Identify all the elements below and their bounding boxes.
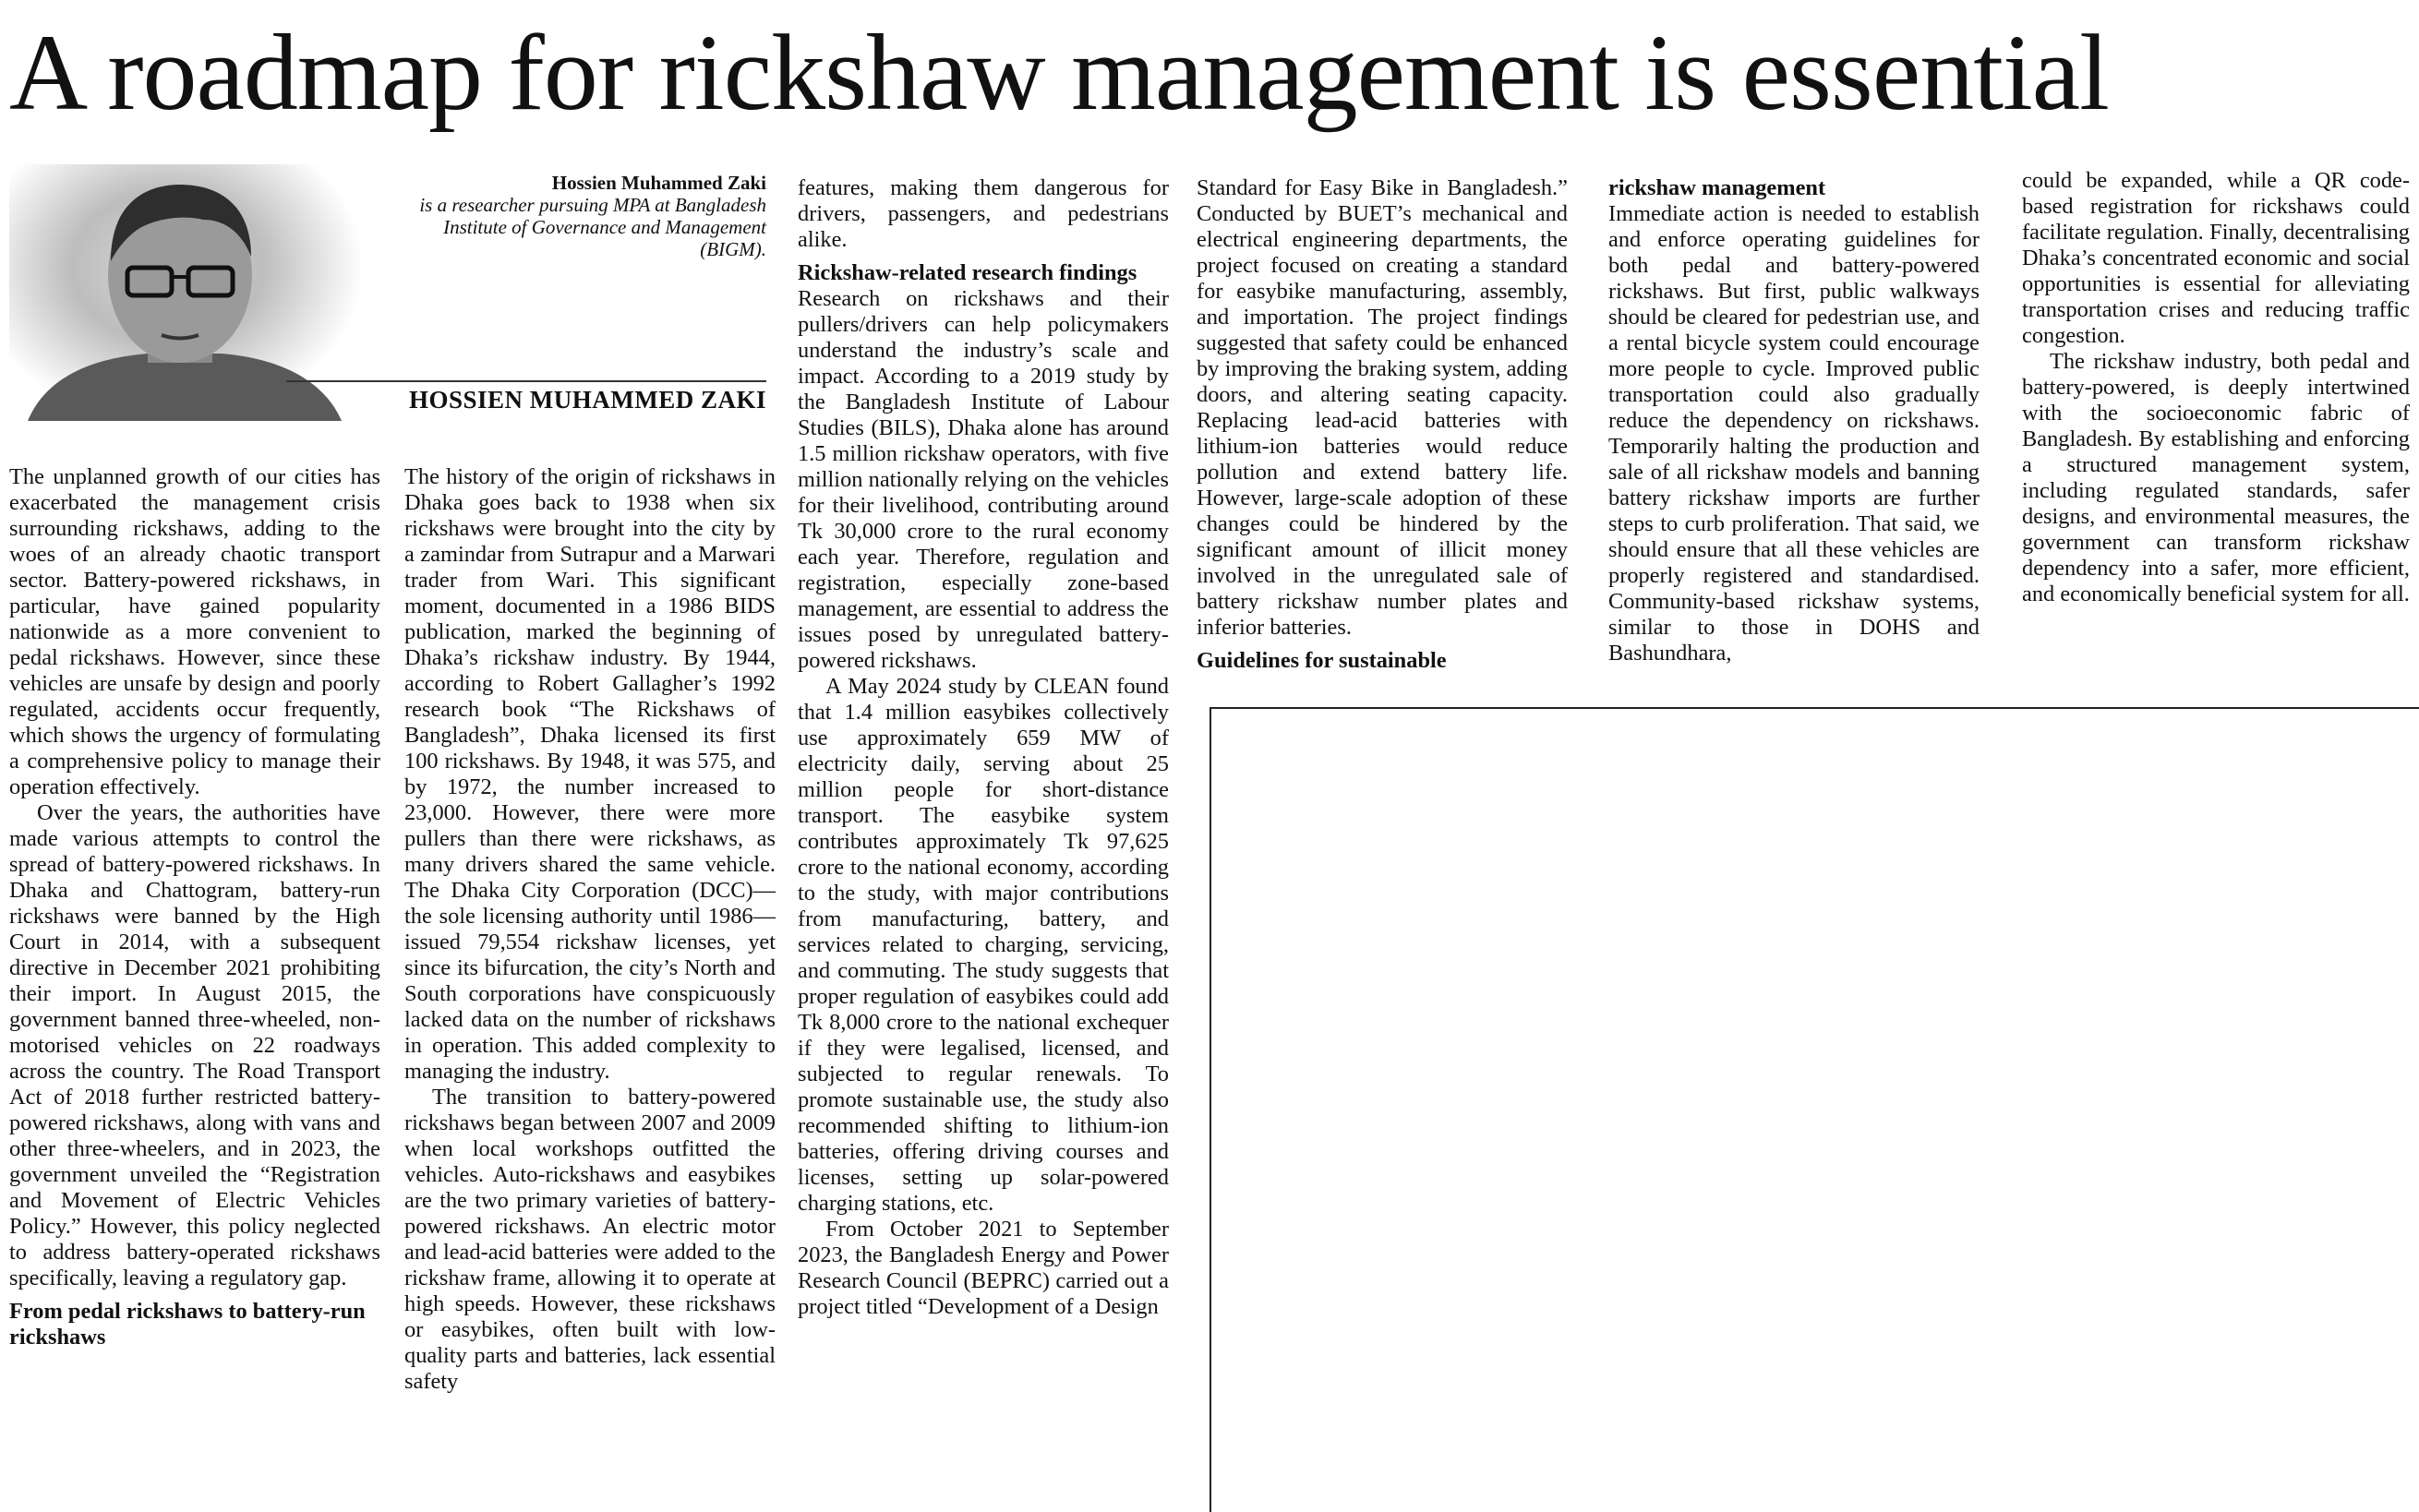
blank-graphic-area [1210, 707, 2419, 1512]
subheading: Guidelines for sustainable [1197, 648, 1447, 673]
subheading: rickshaw management [1608, 175, 1826, 200]
author-bio [379, 172, 766, 260]
paragraph: The transition to battery-powered rickshaws began between 2007 and 2009 when local workshops outfitted the vehicles. Auto-rickshaws and easybikes are the two primary varieties of battery-powered rickshaws. An electric motor and lead-acid batteries were added to the rickshaw frame, allowing it to operate at high speeds. However, these rickshaws or easybikes, often built with low-quality parts and batteries, lack essential safety [404, 1085, 776, 1394]
column-6 [2022, 168, 2410, 607]
paragraph: Research on rickshaws and their pullers/drivers can help policymakers understand the industry’s scale and impact. According to a 2019 study by the Bangladesh Institute of Labour Studies (BILS), Dhaka alone has around 1.5 million rickshaw operators, with five million nationally relying on the vehicles for their livelihood, contributing around Tk 30,000 crore to the rural economy each year. Therefore, regulation and registration, especially zone-based management, are essential to address the issues posed by unregulated battery-powered rickshaws. [798, 286, 1169, 673]
paragraph: The unplanned growth of our cities has exacerbated the management crisis surrounding rickshaws, adding to the woes of an already chaotic transport sector. Battery-powered rickshaws, in particular, have gained popularity nationwide as a more convenient to pedal rickshaws. However, since these vehicles are unsafe by design and poorly regulated, accidents occur frequently, which shows the urgency of formulating a comprehensive policy to manage their operation effectively. [9, 464, 380, 799]
bio-name: Hossien Muhammed Zaki [551, 172, 766, 194]
paragraph: could be expanded, while a QR code-based registration for rickshaws could facilitate regulation. Finally, decentralising Dhaka’s concentrated economic and social opportunities is essential for alleviating transportation crises and reducing traffic congestion. [2022, 168, 2410, 348]
column-1 [9, 464, 380, 1350]
author-block [9, 155, 766, 425]
author-photo [9, 164, 360, 421]
paragraph: Immediate action is needed to establish and enforce operating guidelines for both pedal and battery-powered rickshaws. But first, public walkways should be cleared for pedestrian use, and a rental bicycle system could encourage more people to cycle. Improved public transportation could also gradually reduce the dependency on rickshaws. Temporarily halting the production and sale of all rickshaw models and banning battery rickshaw imports are further steps to curb proliferation. That said, we should ensure that all these vehicles are properly registered and standardised. Community-based rickshaw systems, similar to those in DOHS and Bashundhara, [1608, 201, 1980, 666]
column-5 [1608, 175, 1980, 666]
paragraph: From October 2021 to September 2023, the Bangladesh Energy and Power Research Council (BEPRC) carried out a project titled “Development of a Design [798, 1217, 1169, 1319]
subheading: From pedal rickshaws to battery-run rickshaws [9, 1299, 366, 1350]
byline: HOSSIEN MUHAMMED ZAKI [408, 386, 766, 414]
subheading: Rickshaw-related research findings [798, 260, 1137, 285]
paragraph: The rickshaw industry, both pedal and battery-powered, is deeply intertwined with the socioeconomic fabric of Bangladesh. By establishing and enforcing a structured management system, including regulated standards, safer designs, and environmental measures, the government can transform rickshaw dependency into a safer, more efficient, and economically beneficial system for all. [2022, 349, 2410, 606]
paragraph: features, making them dangerous for drivers, passengers, and pedestrians alike. [798, 175, 1169, 252]
paragraph: Standard for Easy Bike in Bangladesh.” Conducted by BUET’s mechanical and electrical engineering departments, the project focused on creating a standard for easybike manufacturing, assembly, and importation. The project findings suggested that safety could be enhanced by improving the braking system, adding doors, and altering seating capacity. Replacing lead-acid batteries with lithium-ion batteries would reduce pollution and extend battery life. However, large-scale adoption of these changes could be hindered by the significant amount of illicit money involved in the unregulated sale of battery rickshaw number plates and inferior batteries. [1197, 175, 1568, 640]
byline-rule [286, 380, 766, 382]
column-2 [404, 464, 776, 1395]
headline: A roadmap for rickshaw management is essential [9, 12, 2109, 133]
column-4 [1197, 175, 1568, 674]
paragraph: Over the years, the authorities have made various attempts to control the spread of battery-powered rickshaws. In Dhaka and Chattogram, battery-run rickshaws were banned by the High Court in 2014, with a subsequent directive in December 2021 prohibiting their import. In August 2015, the government banned three-wheeled, non-motorised vehicles on 22 roadways across the country. The Road Transport Act of 2018 further restricted battery-powered rickshaws, along with vans and other three-wheelers, and in 2023, the government unveiled the “Registration and Movement of Electric Vehicles Policy.” However, this policy neglected to address battery-operated rickshaws specifically, leaving a regulatory gap. [9, 800, 380, 1290]
paragraph: The history of the origin of rickshaws in Dhaka goes back to 1938 when six rickshaws were brought into the city by a zamindar from Sutrapur and a Marwari trader from Wari. This significant moment, documented in a 1986 BIDS publication, marked the beginning of Dhaka’s rickshaw industry. By 1944, according to Robert Gallagher’s 1992 research book “The Rickshaws of Bangladesh”, Dhaka licensed its first 100 rickshaws. By 1948, it was 575, and by 1972, the number increased to 23,000. However, there were more pullers than there were rickshaws, as many drivers shared the same vehicle. The Dhaka City Corporation (DCC)—the sole licensing authority until 1986—issued 79,554 rickshaw licenses, yet since its bifurcation, the city’s North and South corporations have conspicuously lacked data on the number of rickshaws in operation. This added complexity to managing the industry. [404, 464, 776, 1084]
bio-text: is a researcher pursuing MPA at Bangladesh Institute of Governance and Management (BIGM). [419, 194, 766, 260]
column-3 [798, 175, 1169, 1320]
paragraph: A May 2024 study by CLEAN found that 1.4 million easybikes collectively use approximately 659 MW of electricity daily, serving about 25 million people for short-distance transport. The easybike system contributes approximately Tk 97,625 crore to the national economy, according to the study, with major contributions from manufacturing, battery, and services related to charging, servicing, and commuting. The study suggests that proper regulation of easybikes could add Tk 8,000 crore to the national exchequer if they were legalised, licensed, and subjected to regular renewals. To promote sustainable use, the study also recommended shifting to lithium-ion batteries, offering driving courses and licenses, setting up solar-powered charging stations, etc. [798, 674, 1169, 1216]
